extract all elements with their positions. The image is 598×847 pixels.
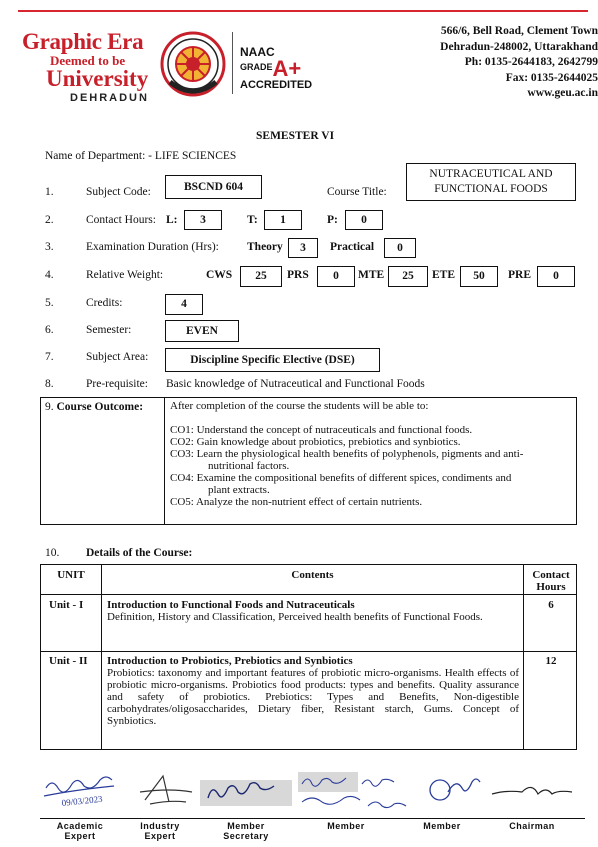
- co3-continued: nutritional factors.: [208, 460, 290, 472]
- co1: CO1: Understand the concept of nutraceuticals and functional foods.: [170, 424, 473, 436]
- sig-label-member-secretary: [206, 821, 286, 841]
- col-header-contents: Contents: [291, 569, 334, 581]
- unit-body: Probiotics: taxonomy and important features of probiotic micro-organisms. Health effects of probiotic micro-organisms. Probiotics food products: types and benefits. Quality assurance and safety of probiotics. Prebiotics: Types and Benefits, Non-digestible carbohydrates/oligosaccharides, Dietary fiber, Resistant starch, Gums. Concept of Synbiotics.: [107, 667, 519, 727]
- prerequisite-label: Pre-requisite:: [86, 378, 148, 390]
- logo-line-1: Graphic Era: [22, 29, 144, 54]
- item-number: 9.: [45, 401, 54, 413]
- credits-label: Credits:: [86, 297, 123, 309]
- logo-divider: [232, 32, 233, 94]
- unit-heading: Introduction to Functional Foods and Nutraceuticals: [107, 599, 355, 611]
- course-title-line: NUTRACEUTICAL AND: [429, 168, 553, 180]
- practical-value: 0: [384, 238, 416, 258]
- logo-line-2: Deemed to be: [50, 53, 126, 68]
- t-value: 1: [264, 210, 302, 230]
- theory-label: Theory: [247, 241, 283, 253]
- address-line: Fax: 0135-2644025: [505, 71, 598, 84]
- sig-label-chairman: [492, 821, 572, 831]
- sig-label-line: Member: [227, 821, 265, 831]
- address-line: Ph: 0135-2644183, 2642799: [464, 56, 598, 68]
- item-number: 10.: [45, 547, 60, 559]
- contact-hours-label: Contact Hours:: [86, 214, 156, 226]
- naac-grade-value: A+: [272, 56, 302, 81]
- naac-label: NAAC: [240, 45, 275, 59]
- subject-area-label: Subject Area:: [86, 351, 149, 363]
- naac-grade-label: GRADE: [240, 62, 273, 72]
- unit-contents: [107, 599, 519, 623]
- signature-labels-row: [40, 818, 585, 842]
- course-details-table: [40, 564, 577, 750]
- details-title: Details of the Course:: [86, 547, 193, 559]
- address-line: www.geu.ac.in: [527, 87, 598, 99]
- prs-label: PRS: [287, 269, 309, 281]
- unit-label: Unit - II: [49, 655, 88, 667]
- pre-value: 0: [537, 266, 575, 287]
- prs-value: 0: [317, 266, 355, 287]
- pre-label: PRE: [508, 269, 531, 281]
- item-number: 5.: [45, 297, 54, 309]
- co2: CO2: Gain knowledge about probiotics, prebiotics and synbiotics.: [170, 436, 461, 448]
- col-header-hours: [524, 569, 578, 593]
- course-outcome-label: Course Outcome:: [56, 401, 144, 413]
- l-label: L:: [166, 214, 178, 226]
- header-top-rule: [18, 10, 588, 12]
- co4-continued: plant extracts.: [208, 484, 270, 496]
- col-header-hours-line: Contact: [532, 569, 570, 581]
- unit-label: Unit - I: [49, 599, 84, 611]
- course-title-line: FUNCTIONAL FOODS: [434, 183, 548, 195]
- t-label: T:: [247, 214, 258, 226]
- unit-contents: [107, 655, 519, 727]
- ete-value: 50: [460, 266, 498, 287]
- subject-area-value: Discipline Specific Elective (DSE): [165, 348, 380, 372]
- mte-value: 25: [388, 266, 428, 287]
- sig-label-member-2: [402, 821, 482, 831]
- course-outcome-table: [40, 397, 577, 525]
- sig-label-industry-expert: [120, 821, 200, 841]
- exam-duration-label: Examination Duration (Hrs):: [86, 241, 219, 253]
- semester-value: EVEN: [165, 320, 239, 342]
- sig-label-academic-expert: [40, 821, 120, 841]
- item-number: 4.: [45, 269, 54, 281]
- mte-label: MTE: [358, 269, 385, 281]
- l-value: 3: [184, 210, 222, 230]
- sig-label-line: Secretary: [223, 831, 269, 841]
- address-line: 566/6, Bell Road, Clement Town: [440, 25, 598, 37]
- sig-label-line: Member: [423, 821, 461, 831]
- signature-member-2: [362, 779, 406, 807]
- sig-label-line: Industry: [140, 821, 180, 831]
- sig-label-member-1: [306, 821, 386, 831]
- signature-member-bg: [298, 772, 358, 792]
- university-address: [398, 24, 598, 102]
- signature-chairman: [492, 787, 572, 794]
- signatures-area: [40, 770, 585, 820]
- subject-code-value: BSCND 604: [165, 175, 262, 199]
- sig-label-line: Chairman: [509, 821, 555, 831]
- table-divider: [164, 398, 165, 524]
- sig-label-line: Expert: [144, 831, 176, 841]
- signature-date: 09/03/2023: [61, 793, 103, 808]
- item-number: 3.: [45, 241, 54, 253]
- item-number: 7.: [45, 351, 54, 363]
- ete-label: ETE: [432, 269, 456, 281]
- signature-academic-expert: [44, 777, 114, 796]
- unit-hours: 12: [545, 655, 557, 667]
- relative-weight-label: Relative Weight:: [86, 269, 164, 281]
- p-value: 0: [345, 210, 383, 230]
- credits-value: 4: [165, 294, 203, 315]
- theory-value: 3: [288, 238, 318, 258]
- address-line: Dehradun-248002, Uttarakhand: [440, 40, 598, 53]
- signature-member-3: [430, 779, 480, 800]
- co5: CO5: Analyze the non-nutrient effect of certain nutrients.: [170, 496, 423, 508]
- co3: CO3: Learn the physiological health benefits of polyphenols, pigments and anti-: [170, 448, 524, 460]
- co-intro: After completion of the course the students will be able to:: [170, 400, 429, 412]
- subject-code-label: Subject Code:: [86, 186, 151, 198]
- col-header-unit: UNIT: [57, 569, 85, 581]
- course-outcome-heading: [45, 401, 143, 413]
- unit-body: Definition, History and Classification, Perceived health benefits of Functional Foods.: [107, 611, 483, 623]
- sig-label-line: Academic: [56, 821, 104, 831]
- department-name: Name of Department: - LIFE SCIENCES: [45, 150, 237, 162]
- cws-value: 25: [240, 266, 282, 287]
- university-seal-icon: [160, 26, 226, 102]
- item-number: 2.: [45, 214, 54, 226]
- signature-member-secretary-bg: [200, 780, 292, 806]
- logo-line-3: University: [46, 66, 149, 91]
- cws-label: CWS: [206, 269, 233, 281]
- p-label: P:: [327, 214, 338, 226]
- co4: CO4: Examine the compositional benefits of different spices, condiments and: [170, 472, 512, 484]
- unit-hours: 6: [548, 599, 554, 611]
- semester-title: SEMESTER VI: [256, 130, 335, 142]
- item-number: 8.: [45, 378, 54, 390]
- course-title-label: Course Title:: [327, 186, 387, 198]
- university-logo: [22, 30, 157, 105]
- signature-industry-expert: [140, 776, 192, 804]
- prerequisite-value: Basic knowledge of Nutraceutical and Functional Foods: [166, 378, 425, 390]
- item-number: 6.: [45, 324, 54, 336]
- col-header-hours-line: Hours: [536, 581, 566, 593]
- unit-heading: Introduction to Probiotics, Prebiotics and Synbiotics: [107, 655, 353, 667]
- naac-badge: [240, 45, 313, 91]
- practical-label: Practical: [330, 241, 375, 253]
- item-number: 1.: [45, 186, 54, 198]
- course-outcome-content: [170, 400, 574, 508]
- logo-line-4: DEHRADUN: [70, 92, 149, 104]
- semester-label: Semester:: [86, 324, 132, 336]
- course-title-value: [406, 163, 576, 201]
- naac-accredited: ACCREDITED: [240, 79, 313, 91]
- sig-label-line: Expert: [64, 831, 96, 841]
- sig-label-line: Member: [327, 821, 365, 831]
